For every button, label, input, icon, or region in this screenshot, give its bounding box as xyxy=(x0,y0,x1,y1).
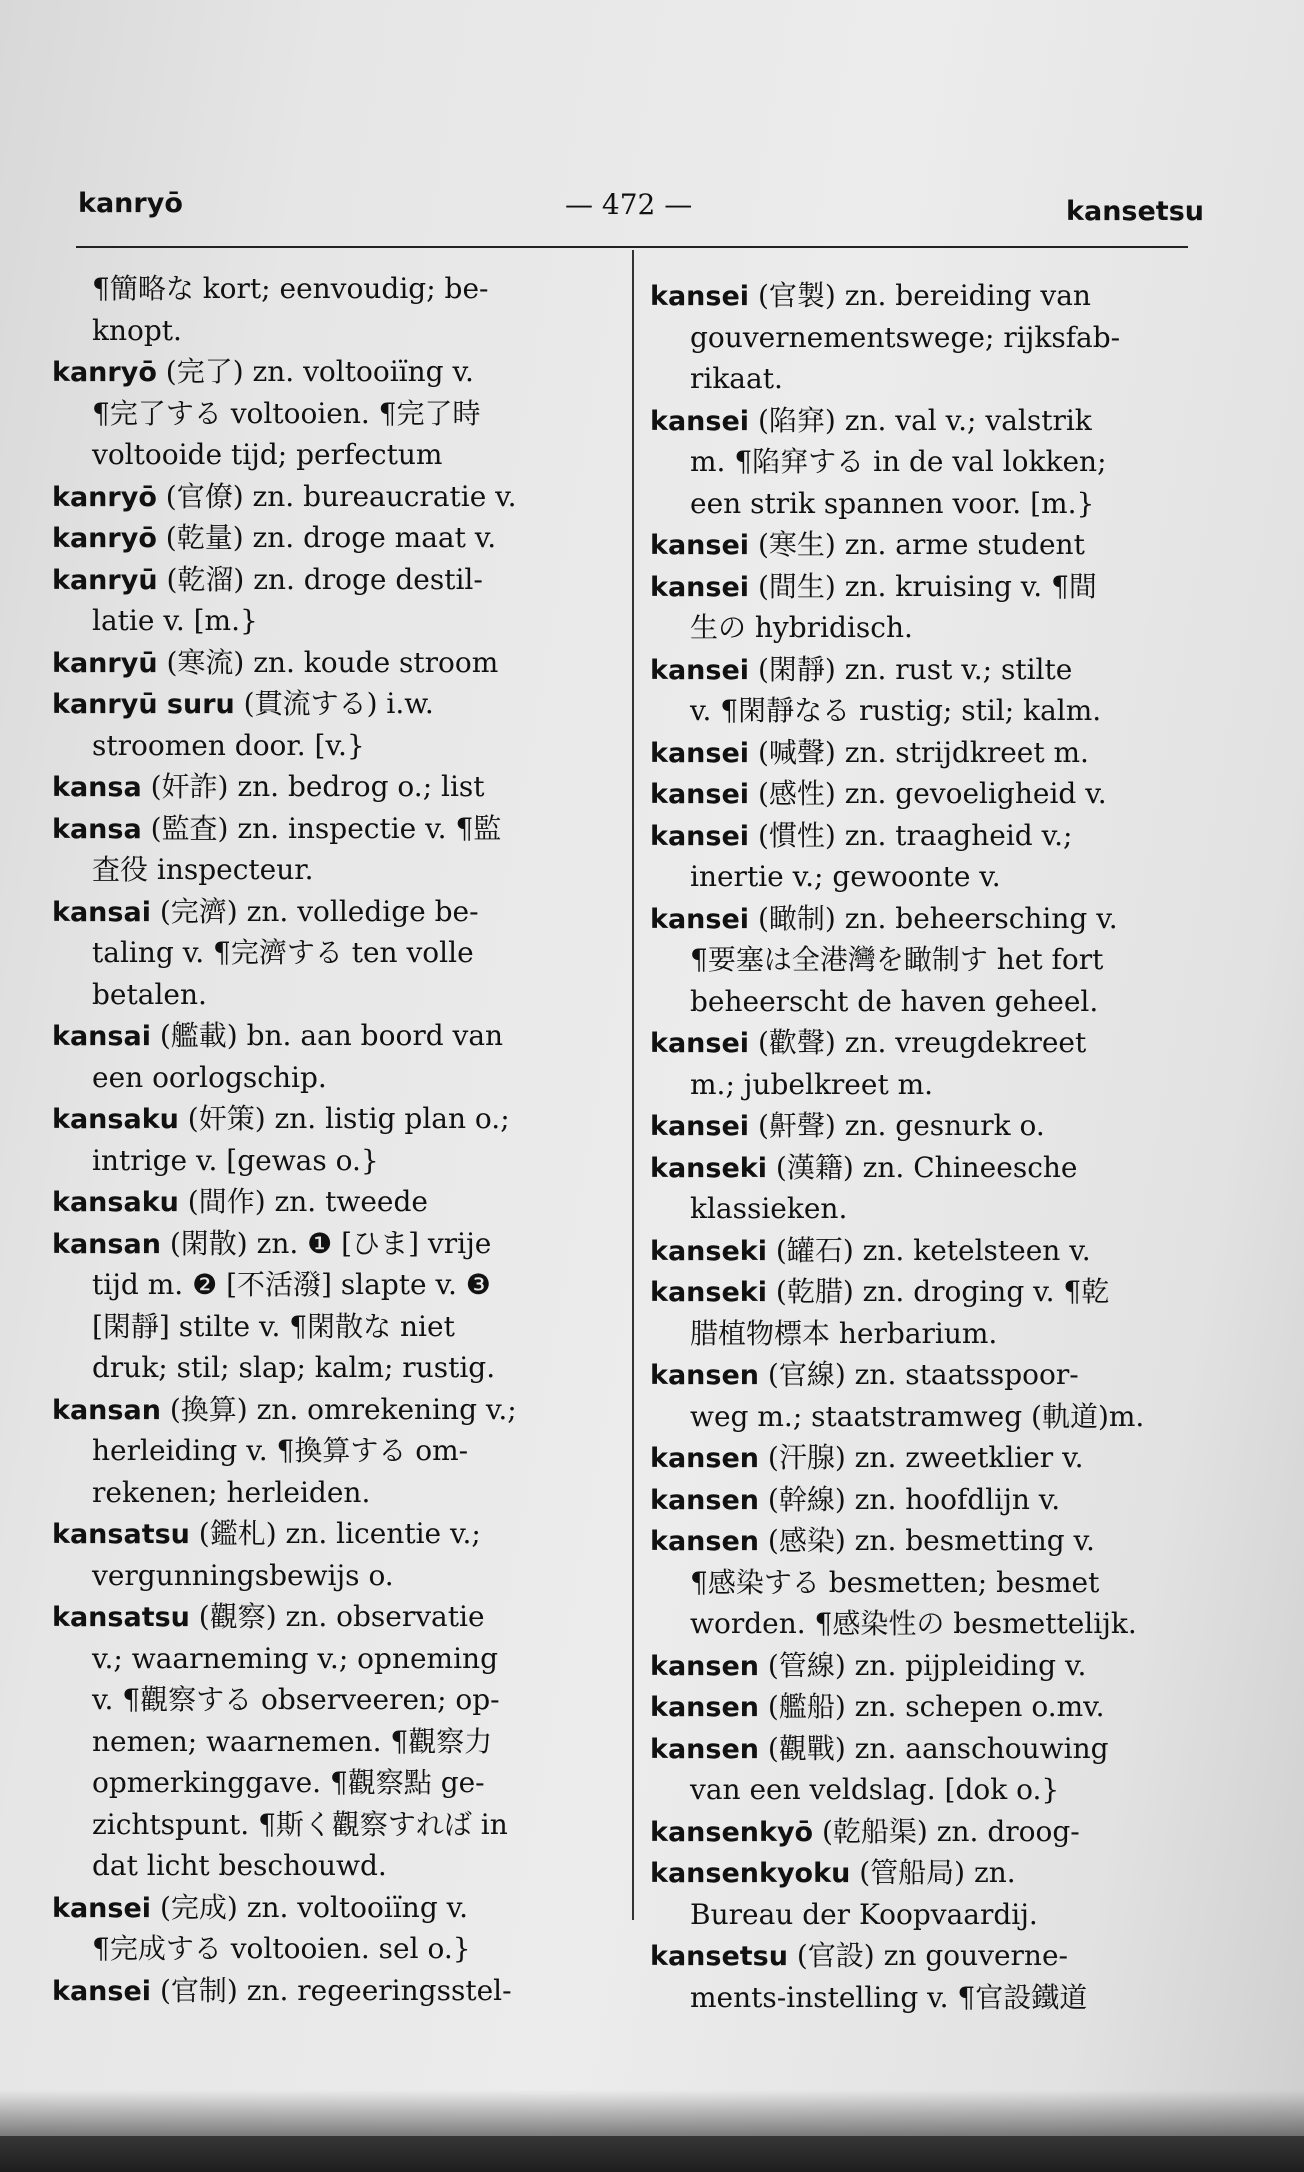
headword: kansatsu xyxy=(52,1602,190,1633)
entry-line xyxy=(52,1555,612,1597)
headword: kanryō xyxy=(52,481,157,513)
entry-line xyxy=(52,1638,612,1680)
entry-line xyxy=(650,732,1195,774)
entry-text: [閑靜] stilte v. ¶閑散な niet xyxy=(92,1309,455,1343)
headword: kansei xyxy=(52,1892,152,1924)
entry-text: m. ¶陷穽する in de val lokken; xyxy=(690,445,1107,478)
entry-text: tijd m. ❷ [不活潑] slapte v. ❸ xyxy=(92,1268,491,1301)
headword: kansaku xyxy=(52,1104,179,1135)
entry-line xyxy=(650,1105,1195,1147)
entry-line xyxy=(52,1264,612,1306)
entry-text: (換算) zn. omrekening v.; xyxy=(160,1392,517,1426)
entry-text: (閑散) zn. ❶ [ひま] vrije xyxy=(160,1226,492,1260)
entry-line xyxy=(650,1977,1195,2019)
entry-text: ¶完了する voltooien. ¶完了時 xyxy=(92,396,481,430)
entry-text: klassieken. xyxy=(690,1192,848,1225)
entry-line xyxy=(52,849,612,891)
entry-text: (管線) zn. pijpleiding v. xyxy=(759,1648,1087,1682)
entry-text: (艦船) zn. schepen o.mv. xyxy=(759,1690,1105,1723)
headword: kansei xyxy=(650,1028,750,1059)
headword: kansei xyxy=(650,530,750,561)
headword: kansen xyxy=(650,1443,760,1474)
entry-text: (官僚) zn. bureaucratie v. xyxy=(156,479,517,513)
entry-text: (乾溜) zn. droge destil- xyxy=(157,562,483,596)
entry-line xyxy=(52,310,612,352)
entry-text: ments-instelling v. ¶官設鐵道 xyxy=(690,1980,1088,2014)
headword: kansen xyxy=(650,1733,760,1765)
entry-text: (漢籍) zn. Chineesche xyxy=(767,1150,1078,1184)
entry-line xyxy=(650,1479,1195,1521)
page-header xyxy=(0,188,1304,238)
entry-text: intrige v. [gewas o.} xyxy=(92,1143,379,1177)
entry-text: van een veldslag. [dok o.} xyxy=(690,1773,1060,1806)
entry-line xyxy=(52,1721,612,1763)
column-divider xyxy=(632,250,634,1920)
entry-line xyxy=(650,1728,1195,1770)
entry-line xyxy=(650,1437,1195,1479)
entry-text: vergunningsbewijs o. xyxy=(92,1558,394,1592)
entry-line xyxy=(52,1140,612,1182)
entry-line xyxy=(52,1347,612,1389)
headword: kansei xyxy=(650,571,750,603)
entry-text: (觀戰) zn. aanschouwing xyxy=(759,1731,1109,1765)
entry-text: beheerscht de haven geheel. xyxy=(690,984,1099,1018)
entry-text: knopt. xyxy=(92,313,182,347)
entry-line xyxy=(52,974,612,1016)
headword: kansai xyxy=(52,896,151,928)
entry-line xyxy=(650,1686,1195,1728)
entry-text: (汗腺) zn. zweetklier v. xyxy=(759,1441,1084,1474)
entry-line xyxy=(52,434,612,476)
headword: kansaku xyxy=(52,1187,179,1218)
entry-line xyxy=(52,1762,612,1804)
entry-line xyxy=(650,1894,1195,1936)
entry-text: worden. ¶感染性の besmettelijk. xyxy=(690,1607,1137,1640)
page-number: — 472 — xyxy=(565,188,693,221)
headword: kansei xyxy=(650,281,750,312)
headword: kansan xyxy=(52,1394,161,1426)
headword: kansen xyxy=(650,1360,760,1391)
entry-text: (完成) zn. voltooiïng v. xyxy=(151,1890,469,1924)
entry-line xyxy=(650,1147,1195,1189)
entry-text: 腊植物標本 herbarium. xyxy=(690,1316,998,1350)
entry-text: weg m.; staatstramweg (軌道)m. xyxy=(690,1399,1145,1433)
headword: kansei xyxy=(650,405,750,437)
entry-line xyxy=(650,690,1195,732)
headword: kanryū suru xyxy=(52,689,235,720)
entry-line xyxy=(650,1769,1195,1811)
entry-text: (幹線) zn. hoofdlijn v. xyxy=(759,1482,1061,1516)
entry-line xyxy=(52,642,612,684)
entry-line xyxy=(52,1845,612,1887)
entry-line xyxy=(650,1022,1195,1064)
entry-line xyxy=(650,1811,1195,1853)
entry-line xyxy=(650,275,1195,317)
entry-line xyxy=(52,1513,612,1555)
entry-text: voltooide tijd; perfectum xyxy=(92,438,443,471)
left-guide-word: kanryō xyxy=(78,188,183,219)
entry-text: (奸策) zn. listig plan o.; xyxy=(178,1102,510,1135)
headword: kansei xyxy=(650,779,750,810)
entry-line xyxy=(52,1970,612,2012)
entry-text: (罐石) zn. ketelsteen v. xyxy=(767,1233,1091,1267)
entry-line xyxy=(52,1430,612,1472)
entry-line xyxy=(650,1520,1195,1562)
entry-line xyxy=(52,1679,612,1721)
entry-text: (貫流する) i.w. xyxy=(234,687,434,720)
entry-text: (官制) zn. regeeringsstel- xyxy=(151,1973,512,2007)
entry-line xyxy=(650,1188,1195,1230)
entry-text: herleiding v. ¶換算する om- xyxy=(92,1434,469,1467)
entry-line xyxy=(650,649,1195,691)
entry-line xyxy=(52,1015,612,1057)
entry-text: v. ¶閑靜なる rustig; stil; kalm. xyxy=(690,694,1102,727)
headword: kanseki xyxy=(650,1152,767,1184)
entry-line xyxy=(650,1230,1195,1272)
headword: kansatsu xyxy=(52,1519,190,1550)
entry-line xyxy=(52,1389,612,1431)
entry-text: (陷穽) zn. val v.; valstrik xyxy=(749,403,1092,437)
entry-text: 生の hybridisch. xyxy=(690,611,913,644)
headword: kanseki xyxy=(650,1277,767,1308)
entry-line xyxy=(52,517,612,559)
entry-text: (管船局) zn. xyxy=(850,1856,1016,1889)
entry-text: ¶感染する besmetten; besmet xyxy=(690,1565,1100,1599)
entry-line xyxy=(52,1181,612,1223)
entry-line xyxy=(52,393,612,435)
entry-line xyxy=(52,351,612,393)
entry-text: (寒生) zn. arme student xyxy=(749,528,1085,561)
headword: kansei xyxy=(650,903,750,935)
entry-text: een strik spannen voor. [m.} xyxy=(690,486,1095,520)
entry-line xyxy=(52,808,612,850)
entry-text: (歡聲) zn. vreugdekreet xyxy=(749,1026,1087,1059)
entry-line xyxy=(650,1935,1195,1977)
entry-line xyxy=(650,939,1195,981)
entry-line xyxy=(650,981,1195,1023)
entry-line xyxy=(650,1271,1195,1313)
entry-text: (感性) zn. gevoeligheid v. xyxy=(749,777,1107,810)
headword: kanryū xyxy=(52,647,158,679)
entry-text: een oorlogschip. xyxy=(92,1060,327,1094)
entry-text: gouvernementswege; rijksfab- xyxy=(690,320,1121,354)
entry-line xyxy=(52,1057,612,1099)
entry-line xyxy=(52,1596,612,1638)
entry-text: (慣性) zn. traagheid v.; xyxy=(749,818,1073,852)
entry-text: (瞰制) zn. beheersching v. xyxy=(749,901,1118,935)
entry-text: (間生) zn. kruising v. ¶間 xyxy=(749,569,1097,603)
entry-text: (官設) zn gouverne- xyxy=(787,1939,1068,1972)
entry-line xyxy=(650,524,1195,566)
entry-text: latie v. [m.} xyxy=(92,604,258,637)
entry-text: v. ¶觀察する observeeren; op- xyxy=(92,1683,500,1716)
entry-text: m.; jubelkreet m. xyxy=(690,1067,934,1101)
entry-line xyxy=(52,766,612,808)
entry-text: betalen. xyxy=(92,977,207,1011)
entry-text: (監査) zn. inspectie v. ¶監 xyxy=(141,811,502,845)
entry-line xyxy=(52,1306,612,1348)
entry-text: (官製) zn. bereiding van xyxy=(749,279,1091,312)
entry-text: (喊聲) zn. strijdkreet m. xyxy=(749,735,1089,769)
entry-text: (完濟) zn. volledige be- xyxy=(150,894,479,928)
entry-line xyxy=(650,1313,1195,1355)
entry-line xyxy=(52,1804,612,1846)
entry-text: dat licht beschouwd. xyxy=(92,1849,387,1882)
entry-text: zichtspunt. ¶斯く觀察すれば in xyxy=(92,1807,508,1841)
entry-text: v.; waarneming v.; opneming xyxy=(92,1641,499,1675)
entry-text: ¶要塞は全港灣を瞰制す het fort xyxy=(690,943,1104,976)
entry-text: ¶完成する voltooien. sel o.} xyxy=(92,1932,471,1965)
headword: kanryō xyxy=(52,523,157,554)
entry-line xyxy=(650,1852,1195,1894)
entry-text: rikaat. xyxy=(690,362,783,395)
entry-text: 査役 inspecteur. xyxy=(92,853,314,886)
entry-line xyxy=(650,1396,1195,1438)
entry-text: rekenen; herleiden. xyxy=(92,1475,371,1509)
headword: kansei xyxy=(650,654,750,686)
entry-text: inertie v.; gewoonte v. xyxy=(690,860,1001,893)
headword: kansa xyxy=(52,813,142,845)
entry-line xyxy=(650,1645,1195,1687)
entry-line xyxy=(650,856,1195,898)
right-column xyxy=(650,275,1195,2018)
headword: kansenkyoku xyxy=(650,1858,851,1889)
entry-line xyxy=(650,400,1195,442)
entry-text: ¶簡略な kort; eenvoudig; be- xyxy=(92,272,489,305)
entry-line xyxy=(52,891,612,933)
entry-text: (艦載) bn. aan boord van xyxy=(150,1019,504,1052)
entry-text: (乾船渠) zn. droog- xyxy=(813,1814,1080,1848)
headword: kansa xyxy=(52,772,142,803)
entry-text: taling v. ¶完濟する ten volle xyxy=(92,936,474,969)
right-guide-word: kansetsu xyxy=(1066,196,1204,227)
entry-line xyxy=(650,483,1195,525)
entry-text: nemen; waarnemen. ¶觀察力 xyxy=(92,1724,493,1758)
entry-line xyxy=(52,1887,612,1929)
headword: kansetsu xyxy=(650,1941,788,1972)
headword: kansai xyxy=(52,1021,151,1052)
entry-text: (奸詐) zn. bedrog o.; list xyxy=(141,770,485,803)
headword: kansei xyxy=(650,1111,750,1142)
headword: kansenkyō xyxy=(650,1816,814,1848)
entry-line xyxy=(650,1603,1195,1645)
page-edge-shadow xyxy=(0,2090,1304,2172)
entry-line xyxy=(52,476,612,518)
headword: kansei xyxy=(52,1975,152,2007)
entry-line xyxy=(52,683,612,725)
entry-text: (閑靜) zn. rust v.; stilte xyxy=(749,652,1073,686)
entry-line xyxy=(650,317,1195,359)
entry-line xyxy=(52,1472,612,1514)
headword: kanryū xyxy=(52,564,158,596)
headword: kansen xyxy=(650,1526,760,1557)
entry-line xyxy=(650,358,1195,400)
entry-line xyxy=(650,566,1195,608)
entry-text: (乾腊) zn. droging v. ¶乾 xyxy=(767,1275,1110,1308)
headword: kansei xyxy=(650,737,750,769)
entry-line xyxy=(650,607,1195,649)
entry-line xyxy=(52,932,612,974)
entry-text: (鑑札) zn. licentie v.; xyxy=(189,1517,481,1550)
header-rule xyxy=(76,246,1188,248)
entry-line xyxy=(52,600,612,642)
headword: kanryō xyxy=(52,357,157,388)
entry-text: (間作) zn. tweede xyxy=(178,1185,428,1218)
entry-line xyxy=(52,1928,612,1970)
entry-line xyxy=(52,1098,612,1140)
entry-text: (乾量) zn. droge maat v. xyxy=(156,521,497,554)
headword: kansen xyxy=(650,1650,760,1682)
entry-text: Bureau der Koopvaardij. xyxy=(690,1897,1038,1931)
headword: kansei xyxy=(650,820,750,852)
entry-text: druk; stil; slap; kalm; rustig. xyxy=(92,1351,496,1384)
entry-text: (完了) zn. voltooiïng v. xyxy=(156,355,474,388)
entry-text: stroomen door. [v.} xyxy=(92,728,365,762)
entry-text: (觀察) zn. observatie xyxy=(189,1600,485,1633)
entry-text: (鼾聲) zn. gesnurk o. xyxy=(749,1109,1045,1142)
left-column xyxy=(52,268,612,2011)
headword: kansen xyxy=(650,1484,760,1516)
headword: kansan xyxy=(52,1228,161,1260)
entry-line xyxy=(650,815,1195,857)
entry-line xyxy=(650,1354,1195,1396)
headword: kansen xyxy=(650,1692,760,1723)
entry-line xyxy=(52,725,612,767)
entry-line xyxy=(650,773,1195,815)
entry-text: opmerkinggave. ¶觀察點 ge- xyxy=(92,1766,485,1799)
headword: kanseki xyxy=(650,1235,767,1267)
entry-line xyxy=(52,1223,612,1265)
entry-line xyxy=(650,1064,1195,1106)
entry-text: (寒流) zn. koude stroom xyxy=(157,645,499,679)
entry-text: (官線) zn. staatsspoor- xyxy=(759,1358,1079,1391)
entry-text: (感染) zn. besmetting v. xyxy=(759,1524,1095,1557)
entry-line xyxy=(650,1562,1195,1604)
entry-line xyxy=(650,441,1195,483)
entry-line xyxy=(52,559,612,601)
entry-line xyxy=(650,898,1195,940)
entry-line xyxy=(52,268,612,310)
